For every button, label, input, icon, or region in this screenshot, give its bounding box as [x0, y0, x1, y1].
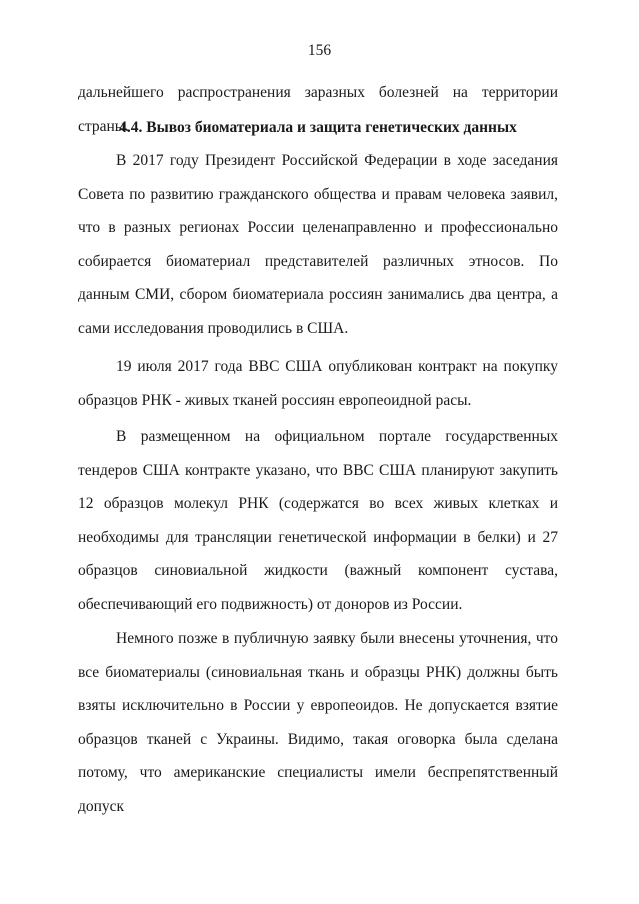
- paragraph-1: В 2017 году Президент Российской Федерации в ходе заседания Совета по развитию гражданского общества и правам человека заявил, что в разных регионах России целенаправленно и профессионально собирается биоматериал представителей различных этносов. По данным СМИ, сбором биоматериала россиян занимались два центра, а сами исследования проводились в США.: [78, 152, 558, 337]
- paragraph-4: Немного позже в публичную заявку были внесены уточнения, что все биоматериалы (синовиальная ткань и образцы РНК) должны быть взяты исключительно в России у европеоидов. Не допускается взятие образцов тканей с Украины. Видимо, такая оговорка была сделана потому, что американские специалисты имели беспрепятственный допуск: [78, 630, 558, 815]
- page-number: 156: [307, 42, 332, 59]
- paragraph-3: В размещенном на официальном портале государственных тендеров США контракте указано, что ВВС США планируют закупить 12 образцов молекул РНК (содержатся во всех живых клетках и необходимы для трансляции генетической информации в белки) и 27 образцов синовиальной жидкости (важный компонент сустава, обеспечивающий его подвижность) от доноров из России.: [78, 428, 558, 613]
- paragraph-2: 19 июля 2017 года ВВС США опубликован контракт на покупку образцов РНК - живых тканей россиян европеоидной расы.: [78, 358, 558, 409]
- continuation-text: дальнейшего распространения заразных болезней на территории страны.: [78, 84, 558, 135]
- section-heading: 4.4. Вывоз биоматериала и защита генетических данных: [119, 119, 517, 136]
